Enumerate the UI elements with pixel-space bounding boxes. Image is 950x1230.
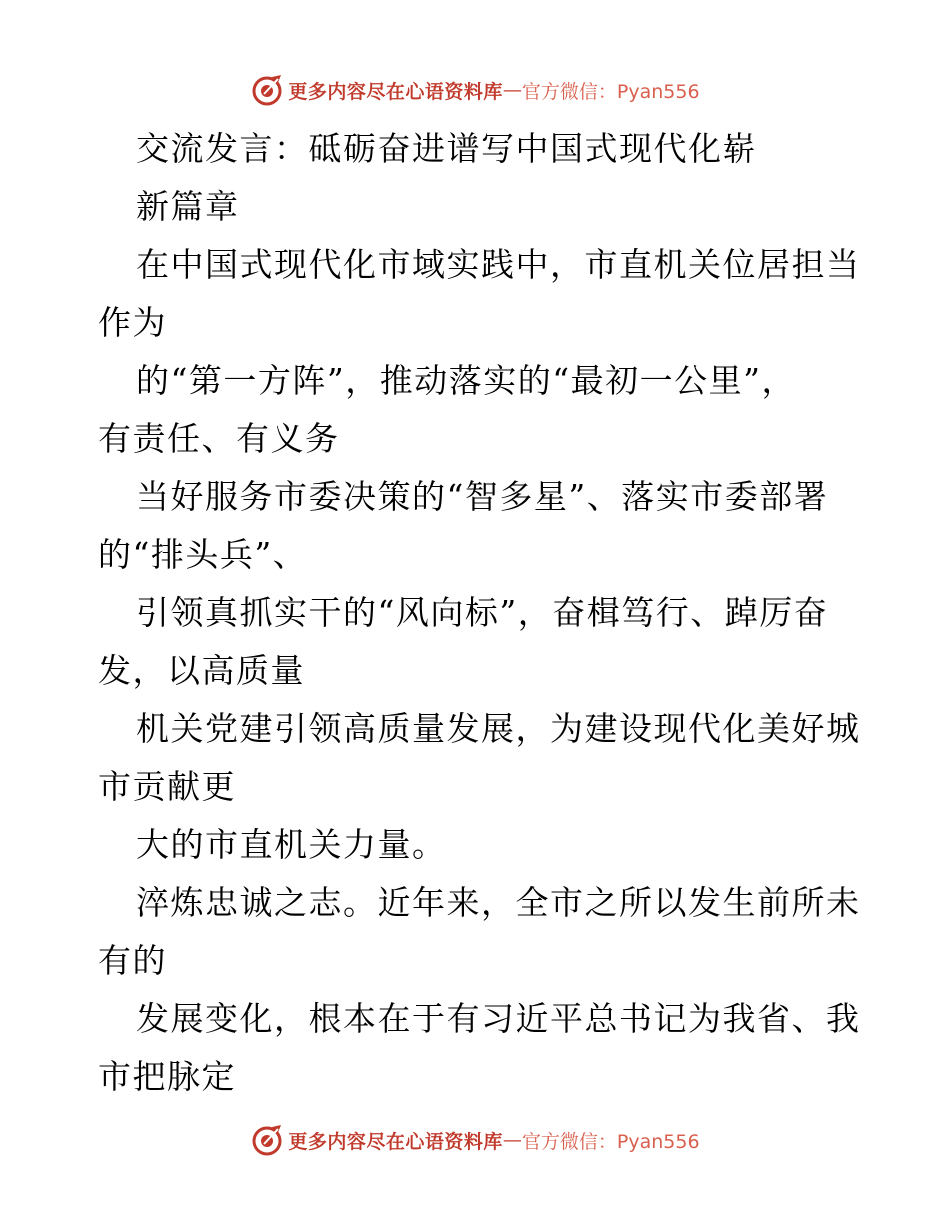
footer-brand-text: 更多内容尽在心语资料库 <box>288 1130 503 1153</box>
footer-official-text: 官方微信：Pyan556 <box>521 1130 700 1153</box>
paragraph-line: 淬炼忠诚之志。近年来，全市之所以发生前所未 <box>136 883 861 922</box>
paragraph-line: 的“第一方阵”，推动落实的“最初一公里”， <box>136 361 796 400</box>
paragraph-line: 引领真抓实干的“风向标”，奋楫笃行、踔厉奋 <box>136 593 829 632</box>
pen-logo-icon <box>250 1123 284 1157</box>
header-dash: — <box>502 79 522 101</box>
header-banner <box>0 70 950 110</box>
title-line-2: 新篇章 <box>136 187 240 226</box>
paragraph-line: 当好服务市委决策的“智多星”、落实市委部署 <box>136 477 829 516</box>
paragraph-line: 机关党建引领高质量发展，为建设现代化美好城 <box>136 709 861 748</box>
paragraph-line: 市把脉定 <box>98 1057 236 1096</box>
footer-dash: — <box>502 1129 522 1151</box>
footer-banner <box>0 1120 950 1160</box>
paragraph-line: 作为 <box>98 303 167 342</box>
paragraph-line: 在中国式现代化市域实践中，市直机关位居担当 <box>136 245 861 284</box>
document-body <box>98 120 861 1106</box>
header-brand-text: 更多内容尽在心语资料库 <box>288 80 503 103</box>
paragraph-line: 市贡献更 <box>98 767 236 806</box>
paragraph-line: 大的市直机关力量。 <box>136 825 447 864</box>
paragraph-line: 有的 <box>98 941 167 980</box>
pen-logo-icon <box>250 73 284 107</box>
paragraph-line: 发展变化，根本在于有习近平总书记为我省、我 <box>136 999 861 1038</box>
paragraph-line: 的“排头兵”、 <box>98 535 308 574</box>
paragraph-line: 发，以高质量 <box>98 651 305 690</box>
title-line-1: 交流发言：砥砺奋进谱写中国式现代化崭 <box>136 129 757 168</box>
paragraph-line: 有责任、有义务 <box>98 419 340 458</box>
header-official-text: 官方微信：Pyan556 <box>521 80 700 103</box>
